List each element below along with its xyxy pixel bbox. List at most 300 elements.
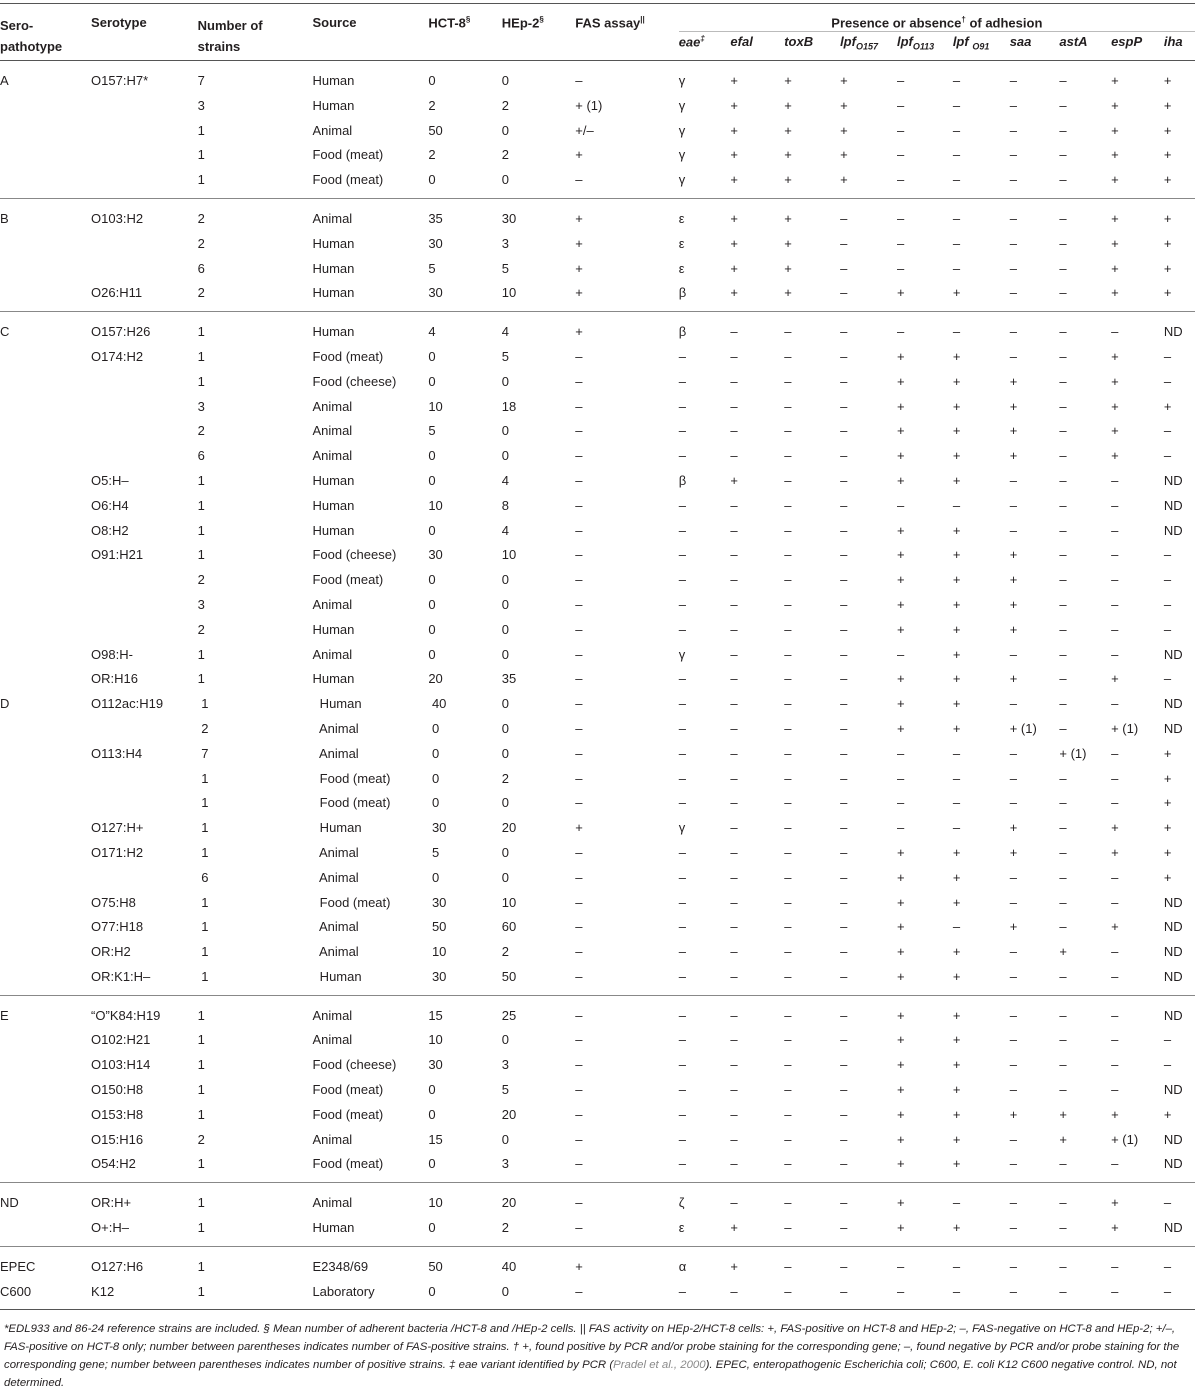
cell-strains: 1 [197, 1283, 205, 1299]
cell-toxb: – [784, 448, 792, 464]
cell-fas: – [575, 73, 583, 88]
cell-serotype: O77:H18 [91, 919, 144, 935]
cell-efal: – [730, 1007, 738, 1023]
cell-asta: – [1059, 210, 1067, 226]
cell-asta: – [1059, 1082, 1067, 1098]
cell-saa: + [1009, 572, 1018, 588]
cell-fas: – [575, 1106, 583, 1122]
cell-toxb: – [784, 944, 792, 960]
cell-lpf-o157: – [840, 260, 848, 276]
table-row [0, 519, 1195, 544]
cell-strains: 6 [197, 260, 205, 276]
cell-lpf-o113: + [896, 423, 905, 439]
cell-saa: – [1009, 73, 1017, 88]
cell-toxb: + [784, 260, 792, 276]
header-serotype: Serotype [91, 4, 198, 61]
cell-strains: 1 [197, 944, 209, 960]
cell-saa: – [1009, 97, 1017, 113]
table-row [0, 1078, 1195, 1103]
cell-hct8: 0 [428, 1082, 436, 1098]
cell-lpf-o157: – [840, 770, 848, 786]
cell-toxb: – [784, 572, 792, 588]
cell-hep2: 3 [501, 235, 510, 251]
cell-strains: 1 [197, 172, 205, 188]
cell-lpf-o113: + [896, 596, 905, 612]
cell-lpf-o157: – [840, 572, 848, 588]
cell-hep2: 10 [501, 894, 517, 910]
cell-efal: + [730, 285, 738, 301]
cell-saa: – [1009, 1195, 1017, 1211]
cell-asta: – [1059, 1258, 1067, 1274]
cell-serotype: OR:H2 [91, 944, 131, 960]
cell-serotype: “O”K84:H19 [91, 1007, 161, 1023]
cell-lpf-o91: + [952, 1082, 961, 1098]
cell-asta: – [1059, 260, 1067, 276]
table-row [0, 61, 1195, 94]
cell-fas: – [575, 671, 583, 687]
cell-serotype: O171:H2 [91, 844, 144, 860]
row-group [0, 198, 1195, 311]
cell-eae: γ [678, 97, 686, 113]
cell-serotype: O112ac:H19 [91, 696, 164, 712]
cell-asta: – [1059, 235, 1067, 251]
cell-seropathotype [0, 717, 91, 742]
gene-name: astA [1059, 34, 1088, 49]
table-row [0, 1128, 1195, 1153]
cell-lpf-o157: – [840, 1057, 848, 1073]
cell-eae: γ [678, 820, 686, 836]
footnote-tail: ). EPEC, enteropathogenic Escherichia coli; C600, E. coli K12 C600 negative control. ND, not determined. [4, 1359, 1177, 1389]
cell-lpf-o91: + [952, 522, 961, 538]
cell-strains: 1 [197, 696, 209, 712]
cell-espp: + [1111, 671, 1119, 687]
cell-saa: – [1009, 1032, 1017, 1048]
cell-efal: – [730, 1131, 738, 1147]
cell-hep2: 4 [501, 472, 510, 488]
cell-source: Animal [312, 1032, 353, 1048]
cell-espp: + [1111, 147, 1119, 163]
cell-toxb: – [784, 1057, 792, 1073]
cell-source: Food (meat) [312, 147, 384, 163]
cell-strains: 1 [197, 919, 209, 935]
cell-lpf-o113: – [896, 172, 905, 188]
cell-lpf-o91: – [952, 210, 961, 226]
cell-lpf-o91: + [952, 398, 961, 414]
cell-espp: + [1111, 260, 1119, 276]
cell-saa: – [1009, 696, 1017, 712]
cell-asta: + [1059, 1131, 1067, 1147]
cell-strains: 2 [197, 621, 205, 637]
cell-lpf-o113: + [896, 720, 905, 736]
cell-eae: – [678, 894, 686, 910]
cell-iha: + [1163, 869, 1172, 885]
cell-source: Animal [312, 919, 359, 935]
cell-strains: 2 [197, 285, 205, 301]
cell-source: Animal [312, 210, 353, 226]
cell-hct8: 2 [428, 97, 436, 113]
cell-lpf-o91: + [952, 671, 961, 687]
cell-serotype [91, 618, 198, 643]
cell-seropathotype [0, 816, 91, 841]
cell-source: Human [312, 235, 355, 251]
row-group [0, 61, 1195, 199]
cell-eae: – [678, 1283, 686, 1299]
cell-fas: +/– [575, 122, 594, 138]
cell-lpf-o91: + [952, 621, 961, 637]
header-fas [575, 4, 678, 61]
cell-fas: – [575, 1283, 583, 1299]
cell-hct8: 0 [428, 73, 436, 88]
cell-espp: – [1111, 472, 1119, 488]
cell-asta: + [1059, 1106, 1067, 1122]
table-row [0, 767, 1195, 792]
cell-hct8: 2 [428, 147, 436, 163]
cell-serotype: O75:H8 [91, 894, 136, 910]
cell-lpf-o113: + [896, 1131, 905, 1147]
table-row [0, 143, 1195, 168]
cell-hct8: 10 [428, 1195, 443, 1211]
cell-efal: – [730, 497, 738, 513]
cell-espp: – [1111, 1283, 1119, 1299]
table-row [0, 494, 1195, 519]
cell-hct8: 15 [428, 1007, 443, 1023]
cell-hep2: 2 [501, 1220, 510, 1236]
cell-toxb: – [784, 894, 792, 910]
cell-hep2: 0 [501, 720, 510, 736]
cell-iha: + [1163, 73, 1172, 88]
cell-lpf-o91: + [952, 1106, 961, 1122]
cell-lpf-o113: – [896, 497, 905, 513]
cell-lpf-o91: – [952, 97, 961, 113]
table-row [0, 1053, 1195, 1078]
cell-seropathotype [0, 767, 91, 792]
cell-seropathotype [0, 444, 91, 469]
cell-espp: – [1111, 547, 1119, 563]
cell-fas: + [575, 235, 583, 251]
cell-espp: + [1111, 919, 1119, 935]
cell-source: Human [312, 522, 355, 538]
cell-lpf-o157: – [840, 472, 848, 488]
cell-source: Animal [312, 869, 359, 885]
cell-eae: – [678, 373, 686, 389]
cell-lpf-o157: – [840, 646, 848, 662]
cell-saa: – [1009, 497, 1017, 513]
header-source: Source [312, 4, 428, 61]
cell-lpf-o91: + [952, 1220, 961, 1236]
cell-source: Human [312, 97, 355, 113]
row-group [0, 312, 1195, 692]
cell-efal: – [730, 348, 738, 364]
cell-asta: – [1059, 919, 1067, 935]
cell-efal: – [730, 671, 738, 687]
cell-iha: – [1163, 1032, 1172, 1048]
cell-saa: – [1009, 745, 1017, 761]
cell-toxb: + [784, 97, 792, 113]
cell-saa: + [1009, 621, 1018, 637]
table-row [0, 915, 1195, 940]
cell-asta: – [1059, 646, 1067, 662]
cell-efal: + [730, 1220, 738, 1236]
cell-fas: – [575, 944, 583, 960]
cell-saa: – [1009, 646, 1017, 662]
cell-iha: – [1163, 448, 1172, 464]
cell-lpf-o91: + [952, 1057, 961, 1073]
cell-seropathotype: EPEC [0, 1258, 36, 1274]
table-row [0, 1280, 1195, 1310]
cell-strains: 1 [197, 1156, 205, 1172]
cell-source: Human [312, 497, 355, 513]
cell-espp: + [1111, 210, 1119, 226]
cell-saa: – [1009, 1283, 1017, 1299]
cell-hep2: 0 [501, 795, 510, 811]
header-strains-line2: strains [197, 39, 241, 54]
cell-hct8: 0 [428, 770, 440, 786]
cell-asta: – [1059, 398, 1067, 414]
cell-asta: – [1059, 1283, 1067, 1299]
cell-asta: – [1059, 522, 1067, 538]
cell-source: Animal [312, 1195, 353, 1211]
cell-serotype: O102:H21 [91, 1032, 151, 1048]
cell-eae: γ [678, 172, 686, 188]
cell-seropathotype: D [0, 696, 10, 712]
cell-lpf-o113: + [896, 1195, 905, 1211]
gene-name: saa [1009, 34, 1032, 49]
cell-fas: – [575, 497, 583, 513]
cell-iha: ND [1163, 894, 1183, 910]
cell-iha: – [1163, 1258, 1172, 1274]
cell-toxb: – [784, 398, 792, 414]
cell-toxb: + [784, 172, 792, 188]
cell-toxb: – [784, 522, 792, 538]
cell-fas: – [575, 423, 583, 439]
cell-fas: – [575, 1156, 583, 1172]
cell-hct8: 30 [428, 235, 443, 251]
cell-strains: 1 [197, 522, 205, 538]
cell-fas: – [575, 646, 583, 662]
cell-serotype [91, 767, 198, 792]
cell-efal: – [730, 1283, 738, 1299]
cell-espp: + [1111, 1220, 1119, 1236]
cell-efal: – [730, 770, 738, 786]
table-row [0, 717, 1195, 742]
cell-fas: – [575, 547, 583, 563]
header-fas-label: FAS assay [575, 15, 641, 31]
cell-strains: 6 [197, 869, 209, 885]
cell-efal: + [730, 210, 738, 226]
header-gene-2 [784, 32, 840, 61]
footnote-reference-link[interactable]: Pradel et al., 2000 [613, 1359, 706, 1371]
cell-seropathotype [0, 1053, 91, 1078]
cell-eae: – [678, 720, 686, 736]
cell-iha: ND [1163, 497, 1183, 513]
cell-toxb: – [784, 1007, 792, 1023]
cell-hct8: 0 [428, 795, 440, 811]
cell-lpf-o157: – [840, 1220, 848, 1236]
cell-toxb: + [784, 73, 792, 88]
cell-eae: – [678, 671, 686, 687]
cell-hep2: 5 [501, 1082, 510, 1098]
cell-strains: 1 [197, 348, 205, 364]
cell-efal: – [730, 1032, 738, 1048]
cell-efal: + [730, 472, 738, 488]
cell-efal: – [730, 720, 738, 736]
cell-asta: – [1059, 97, 1067, 113]
cell-serotype: O157:H7* [91, 73, 149, 88]
cell-lpf-o157: – [840, 720, 848, 736]
cell-seropathotype: C [0, 324, 10, 340]
cell-strains: 1 [197, 770, 209, 786]
cell-espp: – [1111, 968, 1119, 984]
header-hct8 [428, 4, 501, 61]
cell-saa: – [1009, 944, 1017, 960]
cell-lpf-o113: + [896, 621, 905, 637]
cell-lpf-o157: – [840, 210, 848, 226]
cell-source: Food (meat) [312, 1106, 384, 1122]
cell-efal: – [730, 1106, 738, 1122]
table-row [0, 543, 1195, 568]
cell-serotype [91, 119, 198, 144]
cell-toxb: – [784, 1195, 792, 1211]
cell-eae: – [678, 844, 686, 860]
cell-espp: – [1111, 944, 1119, 960]
cell-lpf-o157: – [840, 696, 848, 712]
table-row [0, 1152, 1195, 1182]
cell-lpf-o113: – [896, 147, 905, 163]
cell-iha: ND [1163, 919, 1183, 935]
cell-lpf-o91: + [952, 869, 961, 885]
cell-asta: – [1059, 122, 1067, 138]
cell-lpf-o113: + [896, 919, 905, 935]
cell-fas: – [575, 1032, 583, 1048]
cell-source: Animal [312, 1007, 353, 1023]
header-gene-3 [840, 32, 897, 61]
cell-espp: + [1111, 122, 1119, 138]
cell-fas: – [575, 373, 583, 389]
cell-iha: + [1163, 795, 1172, 811]
table-row [0, 965, 1195, 995]
cell-saa: – [1009, 348, 1017, 364]
cell-lpf-o157: + [840, 147, 848, 163]
cell-eae: – [678, 572, 686, 588]
cell-saa: – [1009, 968, 1017, 984]
cell-toxb: – [784, 1131, 792, 1147]
cell-toxb: – [784, 596, 792, 612]
cell-hep2: 40 [501, 1258, 517, 1274]
cell-seropathotype [0, 915, 91, 940]
cell-hct8: 5 [428, 423, 436, 439]
cell-asta: – [1059, 671, 1067, 687]
cell-seropathotype [0, 395, 91, 420]
header-gene-0 [679, 32, 731, 61]
cell-hep2: 25 [501, 1007, 517, 1023]
cell-toxb: – [784, 373, 792, 389]
cell-espp: – [1111, 696, 1119, 712]
cell-toxb: + [784, 285, 792, 301]
cell-serotype: O54:H2 [91, 1156, 136, 1172]
cell-lpf-o91: + [952, 596, 961, 612]
cell-lpf-o91: + [952, 472, 961, 488]
cell-hep2: 0 [501, 448, 510, 464]
cell-lpf-o113: – [896, 324, 905, 340]
cell-fas: – [575, 1007, 583, 1023]
cell-eae: – [678, 596, 686, 612]
cell-iha: + [1163, 235, 1172, 251]
cell-iha: ND [1163, 1220, 1183, 1236]
cell-seropathotype [0, 866, 91, 891]
table-row [0, 742, 1195, 767]
cell-saa: – [1009, 894, 1017, 910]
cell-hct8: 5 [428, 260, 436, 276]
cell-eae: ζ [678, 1195, 685, 1211]
cell-lpf-o91: – [952, 770, 961, 786]
cell-lpf-o113: + [896, 285, 905, 301]
cell-lpf-o113: – [896, 260, 905, 276]
cell-saa: – [1009, 770, 1017, 786]
header-gene-7 [1059, 32, 1111, 61]
cell-asta: – [1059, 572, 1067, 588]
cell-lpf-o91: – [952, 122, 961, 138]
cell-fas: – [575, 1195, 583, 1211]
cell-lpf-o157: – [840, 1195, 848, 1211]
cell-toxb: – [784, 671, 792, 687]
cell-lpf-o113: + [896, 968, 905, 984]
cell-eae: ε [678, 210, 685, 226]
cell-hct8: 0 [428, 172, 436, 188]
cell-seropathotype [0, 1152, 91, 1182]
cell-serotype [91, 168, 198, 198]
cell-espp: + [1111, 423, 1119, 439]
cell-seropathotype [0, 1103, 91, 1128]
cell-espp: + [1111, 844, 1119, 860]
cell-hct8: 10 [428, 1032, 443, 1048]
cell-serotype [91, 232, 198, 257]
cell-espp: – [1111, 1007, 1119, 1023]
cell-lpf-o157: – [840, 448, 848, 464]
cell-serotype: O150:H8 [91, 1082, 144, 1098]
header-presence-suffix: of adhesion [965, 15, 1043, 31]
cell-toxb: – [784, 696, 792, 712]
cell-asta: – [1059, 1195, 1067, 1211]
cell-lpf-o113: + [896, 373, 905, 389]
cell-strains: 3 [197, 398, 205, 414]
cell-strains: 1 [197, 646, 205, 662]
cell-source: Food (meat) [312, 572, 384, 588]
cell-eae: β [678, 324, 687, 340]
cell-lpf-o91: – [952, 235, 961, 251]
cell-toxb: – [784, 1106, 792, 1122]
cell-lpf-o113: – [896, 210, 905, 226]
cell-espp: + [1111, 1195, 1119, 1211]
cell-serotype: O91:H21 [91, 547, 144, 563]
cell-lpf-o157: – [840, 1258, 848, 1274]
cell-espp: – [1111, 1156, 1119, 1172]
table-row [0, 1246, 1195, 1279]
cell-fas: + [575, 210, 583, 226]
table-row [0, 692, 1195, 717]
cell-toxb: – [784, 919, 792, 935]
cell-source: Animal [312, 448, 353, 464]
cell-toxb: – [784, 646, 792, 662]
cell-eae: – [678, 795, 686, 811]
cell-espp: – [1111, 1057, 1119, 1073]
cell-efal: – [730, 448, 738, 464]
cell-lpf-o157: – [840, 547, 848, 563]
cell-lpf-o113: – [896, 795, 905, 811]
row-group [0, 995, 1195, 1183]
cell-espp: – [1111, 646, 1119, 662]
cell-lpf-o113: – [896, 770, 905, 786]
cell-toxb: – [784, 423, 792, 439]
